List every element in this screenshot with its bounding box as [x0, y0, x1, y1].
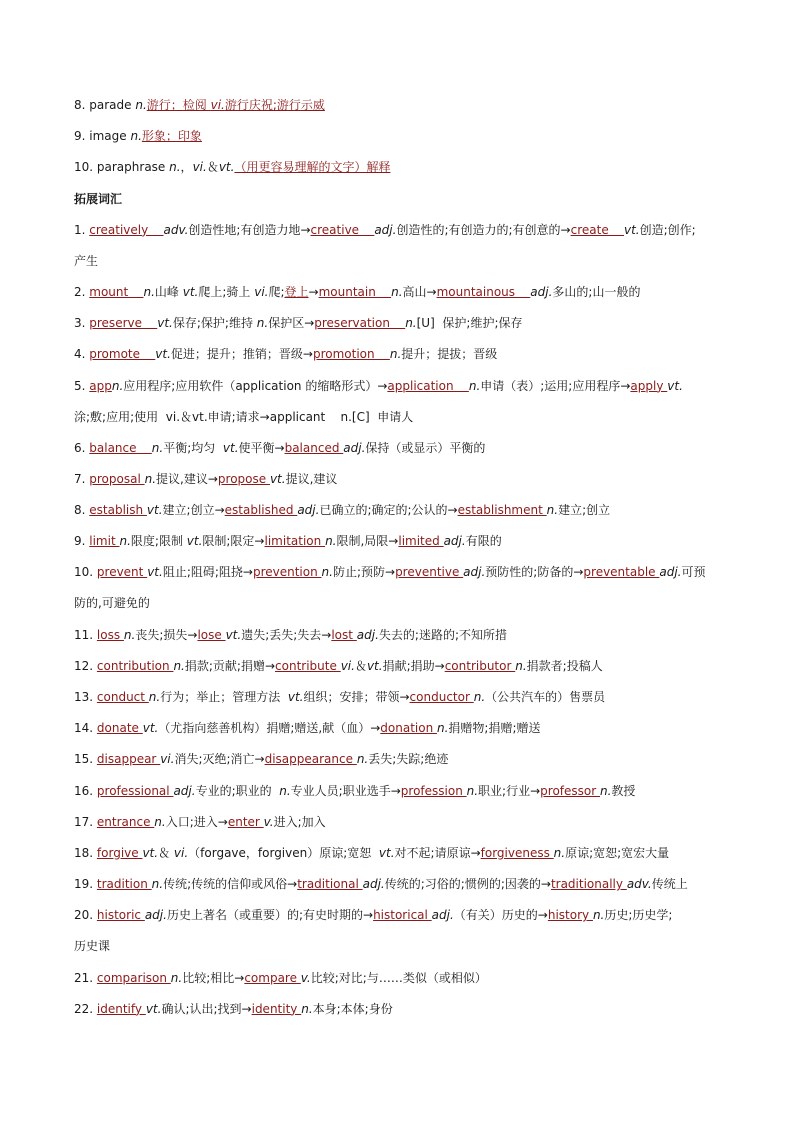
pos-label: vt. [366, 658, 383, 673]
answer-text: （用更容易理解的文字）解释 [234, 160, 391, 175]
entry-text: 19. [74, 877, 97, 892]
vocab-entry [74, 657, 734, 675]
entry-text: 保护区→ [268, 316, 315, 331]
pos-label: n. [173, 658, 185, 673]
answer-text: promote [89, 347, 156, 362]
entry-text: 18. [74, 845, 97, 860]
pos-label: adv. [163, 222, 189, 237]
pos-label: n. [600, 783, 612, 798]
pos-label: n. [135, 98, 147, 112]
answer-text: limitation [264, 534, 326, 549]
entry-text: 限度;限制 [130, 534, 187, 549]
entry-text: 山峰 [154, 284, 183, 299]
entry-text: → [308, 284, 319, 299]
entry-text: 创造;创作; [639, 222, 696, 237]
entry-text: 4. [74, 347, 90, 362]
answer-text: forgiveness [480, 845, 554, 860]
answer-text: loss [96, 627, 124, 642]
answer-text: history [547, 908, 593, 923]
pos-label: vt. [218, 160, 235, 175]
answer-text: limit [89, 534, 120, 549]
pos-label: n. [389, 347, 402, 362]
entry-text: 防止;预防→ [332, 565, 396, 580]
answer-text: 形象；印象 [141, 129, 202, 144]
entry-text: 已确立的;确定的;公认的→ [319, 503, 458, 518]
entry-continuation: 涂;敷;应用;使用 vi.＆vt.申请;请求→applicant n.[C] 申请人 [74, 409, 414, 424]
answer-text: application [387, 378, 469, 393]
entry-text: 提议,建议 [285, 471, 338, 486]
vocab-entry [74, 314, 734, 332]
vocab-entry [74, 626, 734, 644]
entry-text: 提议,建议→ [156, 471, 218, 486]
entry-text: 爬上;骑上 [198, 284, 255, 299]
answer-text: established [224, 503, 298, 518]
answer-text: 游行；检阅 [146, 98, 211, 112]
vocab-entry [74, 969, 734, 987]
pos-label: n. [111, 378, 124, 393]
answer-text: apply [630, 378, 668, 393]
pos-label: n. [151, 440, 164, 455]
entry-text: 历史上著名（或重要）的;有史时期的→ [166, 908, 374, 923]
pos-label: vt. [142, 721, 159, 736]
pos-label: adj. [530, 284, 553, 299]
pos-label: n. [123, 627, 136, 642]
pos-label: adv. [626, 877, 652, 892]
vocab-entry [74, 470, 734, 488]
entry-continuation: 防的,可避免的 [74, 596, 150, 611]
pos-label: vt. [157, 316, 173, 331]
pos-label: n. [301, 1001, 313, 1016]
answer-text: lose [197, 627, 226, 642]
entry-text: 可预 [681, 565, 706, 580]
pos-label: n. [356, 752, 369, 767]
pos-label: n. [279, 783, 291, 798]
answer-text: app [89, 378, 112, 393]
entry-text: 7. [74, 471, 90, 486]
entry-text: 8. parade [74, 98, 136, 112]
pos-label: n. [151, 877, 164, 892]
entry-text: 传统上 [651, 877, 688, 892]
document-page [74, 96, 734, 1031]
entry-text: 应用程序;应用软件（application 的缩略形式）→ [123, 378, 388, 393]
entry-text: 历史;历史学; [604, 908, 673, 923]
entry-text: 确认;认出;找到→ [161, 1001, 252, 1016]
entry-text: 对不起;请原谅→ [394, 845, 481, 860]
answer-text: donation [380, 721, 437, 736]
answer-text: vi. [210, 98, 225, 112]
answer-text: propose [217, 471, 270, 486]
entry-text: 职业;行业→ [478, 783, 541, 798]
pos-label: n. [466, 783, 479, 798]
pos-label: n. [148, 690, 161, 704]
pos-label: adj. [297, 503, 320, 518]
entry-text: 9. [74, 534, 90, 549]
answer-text: conductor [409, 690, 474, 704]
entry-text: 捐赠物;捐赠;赠送 [448, 721, 541, 736]
entry-text: 专业人员;职业选手→ [290, 783, 401, 798]
pos-label: vt. [146, 503, 163, 518]
answer-text: comparison [96, 970, 171, 985]
pos-label: adj. [362, 877, 385, 892]
answer-text: historical [373, 908, 432, 923]
entry-text: 限制,局限→ [336, 534, 399, 549]
entry-text: 建立;创立→ [162, 503, 225, 518]
pos-label: vt. [186, 534, 203, 549]
pos-label: adj. [173, 783, 196, 798]
entry-text: 失去的;迷路的;不知所措 [378, 627, 508, 642]
vocab-entry [74, 283, 734, 301]
answer-text: compare [244, 970, 301, 985]
pos-label: adj. [356, 627, 379, 642]
pos-label: vt. [378, 845, 395, 860]
entry-text: 入口;进入→ [165, 814, 228, 829]
answer-text: tradition [96, 877, 152, 892]
entry-text: 5. [74, 378, 90, 393]
entry-text: 保存;保护;维持 [172, 316, 257, 331]
entry-text: 本身;本体;身份 [312, 1001, 393, 1016]
answer-text: preventive [395, 565, 464, 580]
answer-text: prevent [96, 565, 148, 580]
vocab-entry [74, 158, 734, 176]
vocab-entry [74, 96, 734, 114]
entry-text: 创造性地;有创造力地→ [188, 222, 311, 237]
entry-text: 15. [74, 752, 97, 767]
entry-text: 10. paraphrase [74, 160, 170, 175]
entry-text: 申请（表）;运用;应用程序→ [480, 378, 631, 393]
pos-label: n. [119, 534, 131, 549]
answer-text: balance [89, 440, 152, 455]
vocab-entry [74, 345, 734, 363]
answer-text: preservation [314, 316, 406, 331]
pos-label: n. [553, 845, 566, 860]
entry-text: 遗失;丢失;失去→ [241, 627, 332, 642]
entry-text: 11. [74, 627, 97, 642]
answer-text: 登上 [284, 284, 309, 299]
entry-text: （forgave，forgiven）原谅;宽恕 [188, 845, 379, 860]
answer-text: professor [540, 783, 600, 798]
entry-text: 提升；提拔；晋级 [401, 347, 498, 362]
entry-text: 教授 [611, 783, 636, 798]
answer-text: identity [251, 1001, 302, 1016]
pos-label: vi. [340, 658, 355, 673]
entry-text: 拓展词汇 [74, 191, 123, 206]
vocab-entry [74, 813, 734, 831]
answer-text: contributor [444, 658, 516, 673]
entry-text: 8. [74, 503, 90, 518]
vocab-entry [74, 439, 734, 457]
pos-label: vt. [155, 347, 171, 362]
pos-label: n. [169, 160, 181, 175]
pos-label: n. [546, 503, 559, 518]
entry-text: 行为；举止；管理方法 [160, 690, 288, 704]
vocab-entry [74, 377, 734, 426]
answer-text: preserve [89, 316, 158, 331]
answer-text: traditionally [550, 877, 627, 892]
vocab-entry [74, 1000, 734, 1018]
entry-text: ＆ [354, 658, 367, 673]
entry-text: 限制;限定→ [202, 534, 265, 549]
pos-label: vt. [225, 627, 242, 642]
entry-text: 丧失;损失→ [135, 627, 198, 642]
pos-label: v. [300, 970, 311, 985]
entry-text: 17. [74, 814, 97, 829]
entry-text: 促进；提升；推销；晋级→ [170, 347, 313, 362]
answer-text: 游行庆祝;游行示威 [224, 98, 325, 112]
pos-label: n. [592, 908, 605, 923]
vocab-entry [74, 719, 734, 737]
answer-text: professional [96, 783, 174, 798]
pos-label: vi. [192, 160, 207, 175]
entry-text: [U] 保护;维护;保存 [416, 316, 523, 331]
pos-label: vt. [269, 471, 286, 486]
pos-label: n. [256, 316, 269, 331]
vocab-entry [74, 750, 734, 768]
entry-text: 使平衡→ [238, 440, 285, 455]
pos-label: adj. [144, 908, 167, 923]
pos-label: n. [154, 814, 166, 829]
answer-text: mountainous [436, 284, 531, 299]
answer-text: creative [310, 222, 375, 237]
entry-text: 阻止;阻碍;阻挠→ [162, 565, 253, 580]
entry-text: 专业的;职业的 [195, 783, 280, 798]
pos-label: v. [263, 814, 274, 829]
entry-text: 消失;灭绝;消亡→ [174, 752, 265, 767]
entry-text: 丢失;失踪;绝迹 [368, 752, 449, 767]
entry-text: 爬; [268, 284, 285, 299]
answer-text: create [570, 222, 624, 237]
entry-text: （有关）历史的→ [453, 908, 548, 923]
pos-label: n. [515, 658, 527, 673]
answer-text: donate [96, 721, 143, 736]
entry-text: 原谅;宽恕;宽宏大量 [565, 845, 670, 860]
entry-text: 3. [74, 316, 90, 331]
entry-continuation: 产生 [74, 253, 99, 268]
entry-text: ， [180, 160, 193, 175]
pos-label: n. [473, 690, 486, 704]
pos-label: n. [325, 534, 337, 549]
answer-text: contribution [96, 658, 174, 673]
answer-text: disappear [96, 752, 161, 767]
entry-text: ＆ [158, 845, 174, 860]
vocab-entry [74, 782, 734, 800]
pos-label: adj. [431, 908, 454, 923]
entry-text: 传统;传统的信仰或风俗→ [163, 877, 298, 892]
pos-label: vt. [147, 565, 163, 580]
pos-label: n. [130, 129, 142, 144]
entry-text: 高山→ [402, 284, 437, 299]
pos-label: adj. [374, 222, 397, 237]
entry-text: 16. [74, 783, 97, 798]
answer-text: enter [227, 814, 264, 829]
entry-text: 12. [74, 658, 97, 673]
pos-label: vt. [623, 222, 640, 237]
entry-text: （尤指向慈善机构）捐赠;赠送,献（血）→ [158, 721, 381, 736]
pos-label: vi. [254, 284, 269, 299]
vocab-entry [74, 875, 734, 893]
vocab-entry [74, 563, 734, 612]
answer-text: prevention [252, 565, 322, 580]
vocab-entry [74, 688, 734, 706]
pos-label: adj. [463, 565, 486, 580]
pos-label: n. [143, 284, 155, 299]
entry-text: 比较;对比;与……类似（或相似） [310, 970, 487, 985]
entry-text: 组织；安排；带领→ [303, 690, 410, 704]
entry-text: 6. [74, 440, 90, 455]
pos-label: n. [170, 970, 183, 985]
pos-label: n. [321, 565, 333, 580]
answer-text: traditional [297, 877, 363, 892]
entry-text: 多山的;山一般的 [552, 284, 641, 299]
pos-label: adj. [659, 565, 682, 580]
vocab-entry [74, 532, 734, 550]
entry-text: 比较;相比→ [182, 970, 245, 985]
pos-label: n. [391, 284, 403, 299]
entry-text: 有限的 [465, 534, 502, 549]
entry-text: 13. [74, 690, 97, 704]
answer-text: forgive [96, 845, 143, 860]
pos-label: n. [405, 316, 417, 331]
pos-label: vt. [142, 845, 159, 860]
pos-label: vt. [667, 378, 683, 393]
answer-text: conduct [96, 690, 149, 704]
answer-text: lost [331, 627, 357, 642]
entry-text: （公共汽车的）售票员 [485, 690, 606, 704]
entry-text: ＆ [206, 160, 219, 175]
answer-text: mount [89, 284, 144, 299]
pos-label: n. [144, 471, 157, 486]
entry-text: 9. image [74, 129, 131, 144]
entry-text: 20. [74, 908, 97, 923]
answer-text: contribute [275, 658, 341, 673]
answer-text: proposal [89, 471, 145, 486]
vocab-entry [74, 127, 734, 145]
entry-text: 22. [74, 1001, 97, 1016]
pos-label: vi. [173, 845, 189, 860]
answer-text: identify [96, 1001, 146, 1016]
answer-text: historic [96, 908, 145, 923]
entry-text: 预防性的;防备的→ [485, 565, 584, 580]
answer-text: creatively [89, 222, 164, 237]
entry-text: 建立;创立 [558, 503, 611, 518]
answer-text: limited [398, 534, 444, 549]
pos-label: n. [437, 721, 449, 736]
pos-label: vt. [145, 1001, 162, 1016]
entry-text: 2. [74, 284, 90, 299]
answer-text: mountain [318, 284, 392, 299]
vocab-entry [74, 501, 734, 519]
entry-text: 10. [74, 565, 97, 580]
answer-text: balanced [284, 440, 344, 455]
section-heading [74, 190, 734, 208]
entry-text: 14. [74, 721, 97, 736]
answer-text: promotion [312, 347, 390, 362]
pos-label: adj. [343, 440, 366, 455]
entry-text: 平衡;均匀 [163, 440, 223, 455]
answer-text: preventable [583, 565, 660, 580]
vocab-entry [74, 221, 734, 270]
entry-continuation: 历史课 [74, 939, 111, 954]
pos-label: n. [468, 378, 481, 393]
answer-text: establish [89, 503, 147, 518]
entry-text: 传统的;习俗的;惯例的;因袭的→ [384, 877, 551, 892]
pos-label: adj. [443, 534, 466, 549]
pos-label: vt. [287, 690, 304, 704]
entry-text: 创造性的;有创造力的;有创意的→ [396, 222, 571, 237]
answer-text: profession [400, 783, 467, 798]
answer-text: establishment [457, 503, 547, 518]
pos-label: vt. [222, 440, 239, 455]
entry-text: 捐款;贡献;捐赠→ [184, 658, 276, 673]
pos-label: vt. [182, 284, 199, 299]
entry-text: 21. [74, 970, 97, 985]
entry-text: 保持（或显示）平衡的 [365, 440, 486, 455]
entry-text: 1. [74, 222, 90, 237]
vocab-entry [74, 906, 734, 955]
vocab-entry [74, 844, 734, 862]
entry-text: 进入;加入 [273, 814, 326, 829]
pos-label: vi. [160, 752, 175, 767]
answer-text: entrance [96, 814, 155, 829]
entry-text: 捐献;捐助→ [382, 658, 445, 673]
answer-text: disappearance [264, 752, 357, 767]
entry-text: 捐款者;投稿人 [526, 658, 603, 673]
